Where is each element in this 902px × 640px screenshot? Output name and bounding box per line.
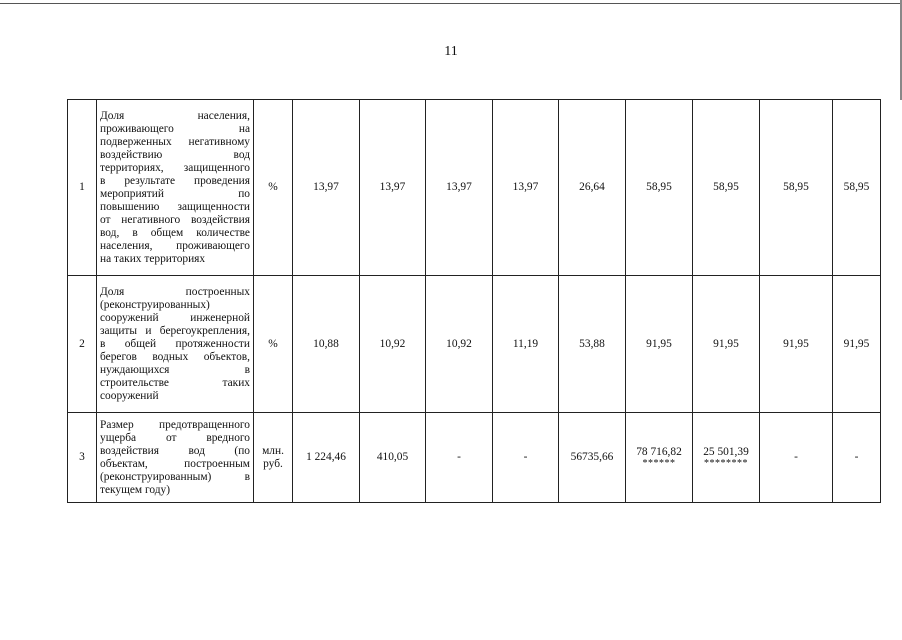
description-line: Доля построенных [100,285,250,298]
value-text: 13,97 [379,181,406,193]
value-cell [493,100,559,276]
value-cell [293,276,360,413]
indicator-description [97,276,254,413]
value-cell [426,413,493,503]
value-cell [693,413,760,503]
value-cell [760,100,833,276]
value-cell [626,413,693,503]
indicator-description [97,413,254,503]
value-cell [360,100,426,276]
row-index: 3 [68,413,97,503]
description-line: территориях, защищенного [100,161,250,174]
unit-text: % [268,181,278,193]
description-line: текущем году) [100,483,171,496]
unit-text: % [268,337,278,350]
row-index: 1 [68,100,97,276]
value-cell [293,100,360,276]
description-line: проживающего на [100,122,250,135]
value-text: 78 716,82 [636,446,682,458]
description-line: вод, в общем количестве [100,226,250,239]
description-line: (реконструированным) в [100,470,250,483]
value-cell [293,413,360,503]
description-line: Доля населения, [100,109,250,122]
table-row [68,413,881,503]
value-text: 25 501,39 [703,446,749,458]
unit-text: руб. [263,457,283,470]
value-text: 10,92 [446,337,472,350]
value-text: 58,95 [713,181,739,193]
description-line: от негативного воздействия [100,213,250,226]
description-line: на таких территориях [100,252,206,265]
table-row [68,100,881,276]
value-cell [360,276,426,413]
description-line: нуждающихся в [100,363,250,376]
value-text: - [457,451,461,463]
value-cell [360,413,426,503]
value-cell [833,276,881,413]
value-text: 53,88 [579,337,605,350]
value-cell [693,276,760,413]
value-cell [426,100,493,276]
unit-cell [254,100,293,276]
table-row [68,276,881,413]
description-line: в общей протяженности [100,337,250,350]
value-cell [426,276,493,413]
value-text: 56735,66 [570,451,614,463]
description-line: воздействию вод [100,148,250,161]
row-index: 2 [68,276,97,413]
description-line: строительстве таких [100,376,250,389]
value-text: 1 224,46 [306,451,346,463]
value-text: - [523,451,528,463]
value-text: 10,88 [313,337,339,350]
value-cell [760,413,833,503]
value-text: 58,95 [783,181,809,193]
description-line: сооружений инженерной [100,311,250,324]
value-text: 91,95 [646,337,672,350]
description-line: (реконструированных) [100,298,210,311]
value-cell [693,100,760,276]
value-cell [626,100,693,276]
value-cell [760,276,833,413]
description-line: мероприятий по [100,187,250,200]
value-text: - [794,451,798,463]
indicators-table-body [68,100,881,503]
value-cell [833,100,881,276]
description-line: ущерба от вредного [100,431,250,444]
description-line: объектам, построенным [100,457,250,470]
description-line: населения, проживающего [100,239,250,252]
description-line: воздействия вод (по [100,444,250,457]
value-text: 91,95 [713,337,739,350]
value-text: 10,92 [379,337,406,350]
value-text: 13,97 [313,181,339,193]
top-scan-rule [0,3,902,4]
value-cell [559,100,626,276]
unit-cell [254,276,293,413]
value-text: 91,95 [843,337,870,350]
indicator-description [97,100,254,276]
indicators-table [67,99,881,503]
unit-text: млн. [262,444,284,457]
footnote-marker: ******** [704,458,748,469]
unit-cell [254,413,293,503]
description-line: берегов водных объектов, [100,350,250,363]
value-text: 410,05 [376,451,409,463]
description-line: защиты и берегоукрепления, [100,324,250,337]
description-line: в результате проведения [100,174,250,187]
description-line: подверженных негативному [100,135,250,148]
value-text: 11,19 [512,337,539,350]
value-cell [493,276,559,413]
description-line: повышению защищенности [100,200,250,213]
value-cell [559,276,626,413]
value-cell [493,413,559,503]
footnote-marker: ****** [642,458,676,469]
value-text: 58,95 [843,181,870,193]
value-text: 91,95 [783,337,809,350]
description-line: сооружений [100,389,159,402]
value-cell [833,413,881,503]
value-text: 58,95 [646,181,672,193]
value-text: 13,97 [446,181,472,193]
value-text: - [854,451,859,463]
value-cell [559,413,626,503]
value-cell [626,276,693,413]
description-line: Размер предотвращенного [100,418,250,431]
value-text: 13,97 [512,181,539,193]
page-number: 11 [444,44,458,59]
value-text: 26,64 [579,181,605,193]
